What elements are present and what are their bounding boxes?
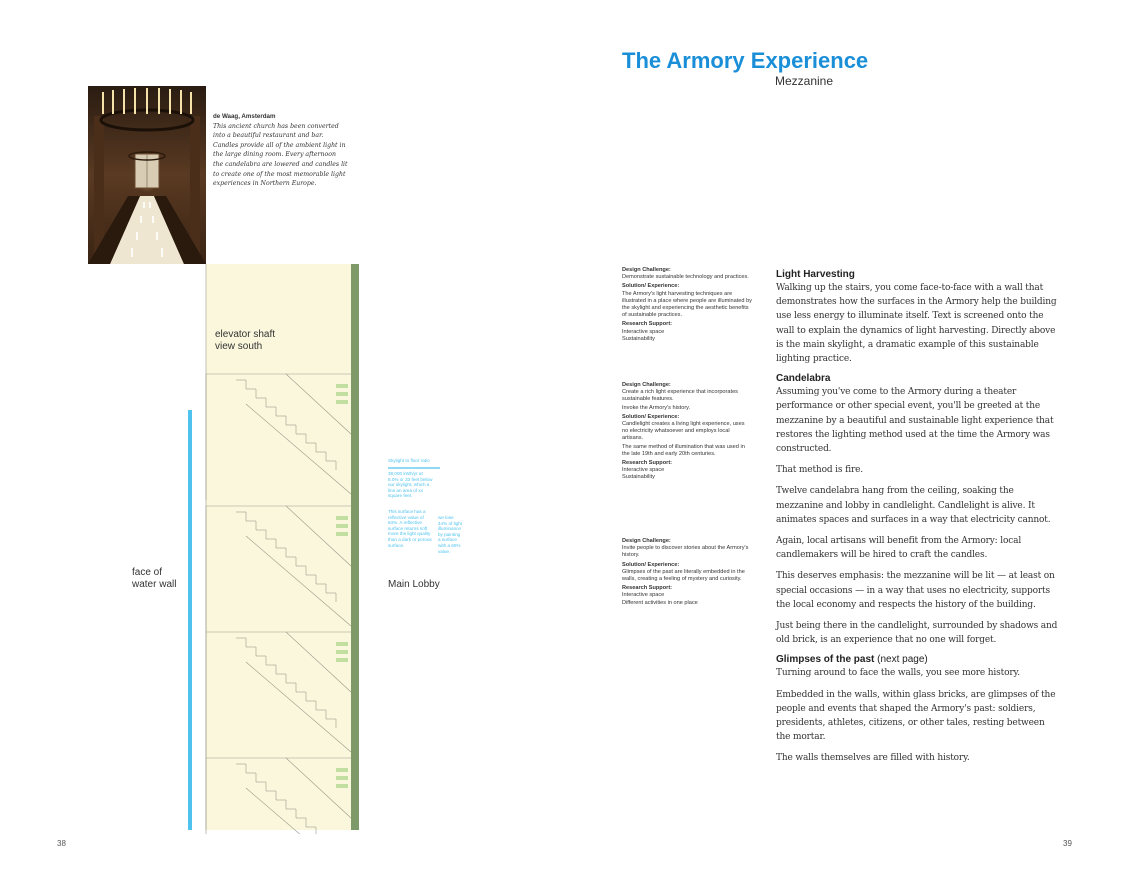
glimpses-paragraph: Turning around to face the walls, you see more history. xyxy=(776,668,1020,679)
wall-detail-mark xyxy=(336,776,348,780)
photo-caption xyxy=(213,112,348,189)
wall-detail-mark xyxy=(336,516,348,520)
wall-detail-mark xyxy=(336,658,348,662)
green-wall-edge xyxy=(351,264,359,830)
wall-detail-mark xyxy=(336,384,348,388)
candelabra-paragraph: Just being there in the candlelight, surrounded by shadows and old brick, is an experience that no one will forget. xyxy=(776,621,1058,646)
elevator-shaft-label: elevator shaft view south xyxy=(215,329,276,352)
caption-text: This ancient church has been converted into a beautiful restaurant and bar. Candles provide all of the ambient light in the large dining room. Every afternoon the candelabra are lowered and candles lit to create one of the most memorable light experiences in Northern Europe. xyxy=(213,122,348,188)
body-text xyxy=(776,265,1061,773)
wall-detail-mark xyxy=(336,768,348,772)
wall-detail-mark xyxy=(336,642,348,646)
challenge-text: Create a rich light experience that incorporates sustainable features. xyxy=(622,389,738,403)
candelabra-paragraph: Assuming you've come to the Armory during a theater performance or other special event, you'll be greeted at the mezzanine by a beautiful and sustainable light experience that restores the lighting method used at the time the Armory was constructed. xyxy=(776,387,1054,455)
challenge-label: Design Challenge: xyxy=(622,267,671,273)
restaurant-photo xyxy=(88,86,206,264)
solution-label: Solution/ Experience: xyxy=(622,561,680,568)
challenge-block-2 xyxy=(622,380,752,482)
solution-text: Candlelight creates a living light experience, uses no electricity whatsoever and employs local artisans. xyxy=(622,421,745,442)
solution-text: The same method of illumination that was used in the late 19th and early 20th centuries. xyxy=(622,443,745,457)
illuminance-note: we lose 44% of light illuminance by painting a surface with a 65% value. xyxy=(438,515,463,554)
research-item: Interactive space xyxy=(622,592,665,599)
candelabra-paragraph: Twelve candelabra hang from the ceiling, soaking the mezzanine and lobby in candlelight. Candlelight is alive. It animates spaces and surfaces in a way that electricity cannot. xyxy=(776,486,1051,525)
glimpses-paragraph: The walls themselves are filled with history. xyxy=(776,753,970,764)
candelabra-paragraph: Again, local artisans will benefit from the Armory: local candlemakers will be hired to craft the candles. xyxy=(776,536,1022,561)
skylight-note-1: 38,000 kWh/yr at 8.0% or 33 feet below our skylight, which a line an area of xx square feet. xyxy=(388,471,433,499)
solution-label: Solution/ Experience: xyxy=(622,413,680,420)
skylight-note-heading: Skylight to floor ratio xyxy=(388,458,430,463)
challenge-block-3 xyxy=(622,536,752,607)
water-wall-bar xyxy=(188,410,192,830)
main-lobby-label: Main Lobby xyxy=(388,579,440,590)
research-item: Sustainability xyxy=(622,474,655,481)
research-item: Interactive space xyxy=(622,467,665,474)
challenge-text: Invite people to discover stories about the Armory's history. xyxy=(622,545,749,559)
challenge-label: Design Challenge: xyxy=(622,382,671,388)
research-label: Research Support: xyxy=(622,585,673,592)
research-label: Research Support: xyxy=(622,460,673,467)
page-title: The Armory Experience xyxy=(622,48,869,73)
glimpses-heading xyxy=(776,654,1061,665)
wall-detail-mark xyxy=(336,392,348,396)
water-wall-label: face of water wall xyxy=(132,567,177,590)
candelabra-paragraph: That method is fire. xyxy=(776,465,864,476)
solution-text: Glimpses of the past are literally embedded in the walls, creating a feeling of mystery and curiosity. xyxy=(622,568,745,583)
solution-text: The Armory's light harvesting techniques are illustrated in a place where people are illuminated by the skylight and experiencing the aesthetic benefits of sustainable practices. xyxy=(622,290,752,319)
reflectance-note: This surface has a reflective value of 84%. A reflective surface returns soft more the light quality than a dark or porous surface. xyxy=(388,509,432,548)
research-item: Sustainability xyxy=(622,335,655,342)
page-number-left: 38 xyxy=(57,839,66,848)
wall-detail-mark xyxy=(336,524,348,528)
candelabra-heading: Candelabra xyxy=(776,373,831,385)
challenge-text: Demonstrate sustainable technology and practices. xyxy=(622,274,749,281)
page-subtitle: Mezzanine xyxy=(775,74,834,88)
challenge-block-1 xyxy=(622,265,752,343)
light-harvesting-heading: Light Harvesting xyxy=(776,269,855,280)
research-label: Research Support: xyxy=(622,321,673,328)
research-item: Different activities in one place xyxy=(622,599,698,606)
wall-detail-mark xyxy=(336,400,348,404)
challenge-label: Design Challenge: xyxy=(622,538,671,544)
research-item: Interactive space xyxy=(622,328,665,335)
glimpses-heading-note: (next page) xyxy=(877,654,928,666)
candelabra-paragraph: This deserves emphasis: the mezzanine will be lit — at least on special occasions — in a way that uses no electricity, supports the local economy and respects the history of the building. xyxy=(776,571,1055,610)
wall-detail-mark xyxy=(336,532,348,536)
solution-label: Solution/ Experience: xyxy=(622,283,680,290)
glimpses-paragraph: Embedded in the walls, within glass bricks, are glimpses of the people and events that shaped the Armory's past: soldiers, presidents, athletes, citizens, or other tales, resting between the mortar. xyxy=(776,689,1056,743)
glimpses-heading-text: Glimpses of the past xyxy=(776,654,875,666)
wall-detail-mark xyxy=(336,650,348,654)
wall-detail-mark xyxy=(336,784,348,788)
challenge-text: Invoke the Armory's history. xyxy=(622,404,691,411)
caption-title: de Waag, Amsterdam xyxy=(213,113,276,120)
page-number-right: 39 xyxy=(1063,839,1072,848)
light-harvesting-paragraph: Walking up the stairs, you come face-to-face with a wall that demonstrates how the surfaces in the Armory help the building use less energy to illuminate itself. Text is screened onto the wall to explain the dynamics of light harvesting. Directly above is the main skylight, a dramatic example of this sustainable lighting practice. xyxy=(776,283,1057,365)
